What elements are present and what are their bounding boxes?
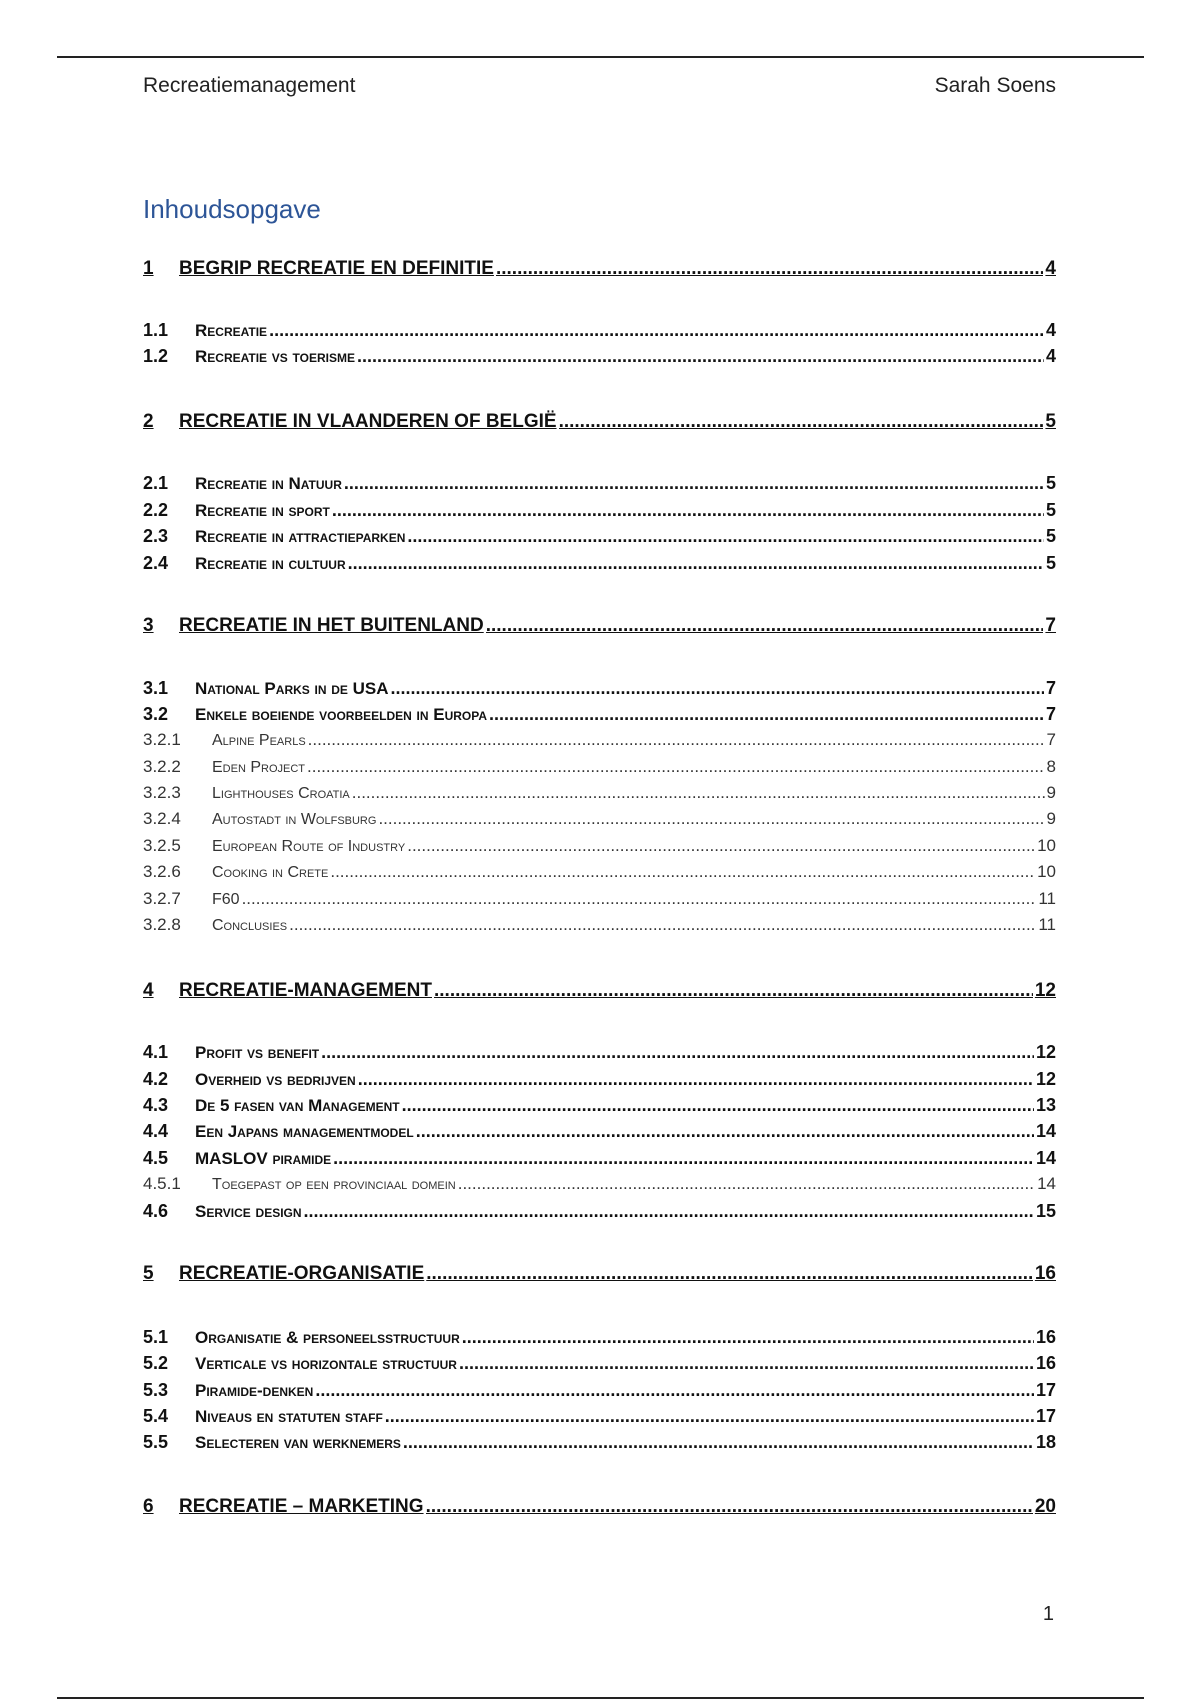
- toc-entry-label: Eden Project: [212, 759, 306, 776]
- toc-entry-page: 17: [1035, 1380, 1056, 1400]
- toc-entry-page: 16: [1035, 1327, 1056, 1347]
- toc-entry-number: 4.1: [143, 1042, 169, 1062]
- toc-dot-leader: [385, 1406, 1034, 1427]
- toc-entry-3[interactable]: [143, 615, 1056, 637]
- toc-entry-label: Recreatie in sport: [195, 501, 330, 520]
- toc-entry-label: Autostadt in Wolfsburg: [212, 811, 377, 828]
- toc-entry-number: 5.5: [143, 1432, 169, 1452]
- toc-entry-label: Lighthouses Croatia: [212, 785, 350, 802]
- toc-entry-label: Piramide-denken: [195, 1381, 314, 1400]
- toc-dot-leader: [416, 1121, 1034, 1142]
- toc-entry-2-2[interactable]: [143, 500, 1056, 521]
- toc-dot-leader: [348, 553, 1044, 574]
- page-number: 1: [1042, 1603, 1054, 1625]
- toc-entry-page: 14: [1035, 1121, 1056, 1141]
- toc-entry-number: 1.2: [143, 346, 169, 366]
- toc-dot-leader: [434, 980, 1033, 1002]
- toc-dot-leader: [358, 1069, 1034, 1090]
- toc-dot-leader: [330, 862, 1035, 882]
- toc-entry-label: Cooking in Crete: [212, 864, 329, 881]
- toc-dot-leader: [402, 1095, 1034, 1116]
- toc-entry-4-2[interactable]: [143, 1069, 1056, 1090]
- toc-entry-number: 2: [143, 411, 154, 432]
- toc-entry-label: Selecteren van werknemers: [195, 1433, 401, 1452]
- toc-entry-2-1[interactable]: [143, 473, 1056, 494]
- toc-entry-2-4[interactable]: [143, 553, 1056, 574]
- toc-entry-page: 14: [1037, 1174, 1056, 1193]
- toc-entry-label: National Parks in de USA: [195, 679, 389, 698]
- toc-entry-5-2[interactable]: [143, 1353, 1056, 1374]
- toc-entry-page: 12: [1035, 1069, 1056, 1089]
- toc-entry-label: Profit vs benefit: [195, 1043, 320, 1062]
- toc-dot-leader: [391, 678, 1044, 699]
- toc-entry-number: 5.3: [143, 1380, 169, 1400]
- toc-dot-leader: [486, 615, 1044, 637]
- toc-entry-number: 2.2: [143, 500, 169, 520]
- toc-entry-page: 5: [1045, 500, 1056, 520]
- toc-entry-page: 7: [1045, 615, 1056, 636]
- toc-entry-page: 14: [1035, 1148, 1056, 1168]
- footer-rule: [57, 1697, 1144, 1699]
- toc-entry-label: Een Japans managementmodel: [195, 1122, 414, 1141]
- toc-dot-leader: [333, 1148, 1034, 1169]
- toc-entry-page: 5: [1045, 411, 1056, 432]
- toc-entry-label: MASLOV piramide: [195, 1149, 332, 1168]
- toc-entry-label: Niveaus en statuten staff: [195, 1407, 383, 1426]
- toc-dot-leader: [315, 1380, 1034, 1401]
- toc-entry-label: RECREATIE-ORGANISATIE: [179, 1263, 425, 1284]
- toc-entry-5-4[interactable]: [143, 1406, 1056, 1427]
- toc-entry-page: 13: [1035, 1095, 1056, 1115]
- toc-dot-leader: [307, 757, 1045, 777]
- toc-entry-number: 6: [143, 1496, 154, 1517]
- toc-dot-leader: [242, 889, 1037, 909]
- toc-dot-leader: [289, 915, 1036, 935]
- toc-dot-leader: [352, 783, 1045, 803]
- toc-entry-1-2[interactable]: [143, 346, 1056, 367]
- toc-entry-page: 10: [1037, 862, 1056, 881]
- toc-entry-label: Overheid vs bedrijven: [195, 1070, 356, 1089]
- toc-entry-page: 15: [1035, 1201, 1056, 1221]
- toc-entry-label: RECREATIE IN HET BUITENLAND: [179, 615, 484, 636]
- toc-entry-number: 3.2.8: [143, 915, 181, 934]
- toc-dot-leader: [407, 836, 1035, 856]
- toc-entry-page: 5: [1045, 473, 1056, 493]
- toc-entry-5[interactable]: [143, 1263, 1056, 1285]
- toc-entry-number: 1.1: [143, 320, 169, 340]
- toc-entry-number: 4: [143, 980, 154, 1001]
- toc-dot-leader: [403, 1432, 1034, 1453]
- table-of-contents: [143, 0, 1056, 1700]
- toc-entry-number: 3.2.5: [143, 836, 181, 855]
- toc-entry-number: 2.3: [143, 526, 169, 546]
- toc-entry-3-2-8[interactable]: [143, 915, 1056, 935]
- toc-dot-leader: [269, 320, 1044, 341]
- toc-entry-3-2-5[interactable]: [143, 836, 1056, 856]
- toc-entry-3-2-4[interactable]: [143, 809, 1056, 829]
- toc-entry-label: F60: [212, 891, 240, 908]
- toc-title: Inhoudsopgave: [143, 194, 321, 224]
- toc-dot-leader: [458, 1174, 1035, 1194]
- toc-dot-leader: [407, 526, 1044, 547]
- toc-dot-leader: [426, 1263, 1033, 1285]
- toc-entry-1[interactable]: [143, 258, 1056, 280]
- toc-entry-3-2-1[interactable]: [143, 730, 1056, 750]
- toc-entry-4[interactable]: [143, 980, 1056, 1002]
- toc-entry-label: Alpine Pearls: [212, 732, 306, 749]
- toc-entry-label: European Route of Industry: [212, 838, 406, 855]
- toc-entry-page: 7: [1045, 678, 1056, 698]
- toc-dot-leader: [344, 473, 1044, 494]
- toc-entry-label: RECREATIE IN VLAANDEREN OF BELGIË: [179, 411, 557, 432]
- toc-entry-number: 2.4: [143, 553, 169, 573]
- toc-entry-page: 17: [1035, 1406, 1056, 1426]
- toc-dot-leader: [489, 704, 1044, 725]
- toc-entry-label: De 5 fasen van Management: [195, 1096, 400, 1115]
- toc-entry-label: RECREATIE-MANAGEMENT: [179, 980, 432, 1001]
- toc-entry-label: Verticale vs horizontale structuur: [195, 1354, 457, 1373]
- toc-entry-4-5[interactable]: [143, 1148, 1056, 1169]
- toc-entry-page: 4: [1045, 346, 1056, 366]
- toc-entry-label: Recreatie in cultuur: [195, 554, 346, 573]
- toc-entry-number: 3.2.3: [143, 783, 181, 802]
- toc-entry-page: 5: [1045, 526, 1056, 546]
- toc-entry-number: 3: [143, 615, 154, 636]
- toc-entry-label: BEGRIP RECREATIE EN DEFINITIE: [179, 258, 494, 279]
- header-course-title: Recreatiemanagement: [143, 74, 356, 97]
- toc-entry-3-2-3[interactable]: [143, 783, 1056, 803]
- toc-entry-page: 10: [1037, 836, 1056, 855]
- toc-entry-5-1[interactable]: [143, 1327, 1056, 1348]
- toc-entry-4-5-1[interactable]: [143, 1174, 1056, 1194]
- toc-dot-leader: [426, 1496, 1033, 1518]
- toc-entry-number: 4.4: [143, 1121, 169, 1141]
- toc-entry-3-2-6[interactable]: [143, 862, 1056, 882]
- toc-dot-leader: [459, 1353, 1034, 1374]
- toc-entry-label: Recreatie: [195, 321, 268, 340]
- toc-dot-leader: [462, 1327, 1034, 1348]
- toc-entry-number: 2.1: [143, 473, 169, 493]
- toc-entry-label: RECREATIE – MARKETING: [179, 1496, 424, 1517]
- toc-entry-page: 4: [1045, 320, 1056, 340]
- toc-entry-number: 3.2.1: [143, 730, 181, 749]
- toc-entry-page: 7: [1046, 730, 1056, 749]
- toc-entry-page: 7: [1045, 704, 1056, 724]
- toc-entry-2[interactable]: [143, 411, 1056, 433]
- toc-entry-page: 8: [1046, 757, 1056, 776]
- toc-entry-label: Recreatie in Natuur: [195, 474, 342, 493]
- toc-entry-3-2-2[interactable]: [143, 757, 1056, 777]
- toc-entry-page: 16: [1035, 1353, 1056, 1373]
- toc-entry-number: 3.2.7: [143, 889, 181, 908]
- toc-entry-page: 20: [1034, 1496, 1056, 1517]
- toc-entry-number: 3.2.4: [143, 809, 181, 828]
- toc-entry-page: 9: [1046, 809, 1056, 828]
- toc-entry-page: 12: [1034, 980, 1056, 1001]
- toc-entry-page: 16: [1034, 1263, 1056, 1284]
- toc-entry-3-2[interactable]: [143, 704, 1056, 725]
- toc-entry-number: 4.5: [143, 1148, 169, 1168]
- toc-dot-leader: [308, 730, 1045, 750]
- toc-entry-4-3[interactable]: [143, 1095, 1056, 1116]
- toc-dot-leader: [559, 411, 1044, 433]
- toc-entry-page: 5: [1045, 553, 1056, 573]
- toc-entry-number: 4.3: [143, 1095, 169, 1115]
- toc-entry-5-3[interactable]: [143, 1380, 1056, 1401]
- toc-entry-page: 11: [1038, 915, 1056, 934]
- toc-dot-leader: [357, 346, 1044, 367]
- toc-entry-label: Toegepast op een provinciaal domein: [212, 1176, 456, 1193]
- toc-entry-label: Enkele boeiende voorbeelden in Europa: [195, 705, 488, 724]
- toc-dot-leader: [496, 258, 1043, 280]
- toc-entry-page: 12: [1035, 1042, 1056, 1062]
- toc-dot-leader: [304, 1201, 1034, 1222]
- toc-entry-number: 3.2.6: [143, 862, 181, 881]
- toc-entry-label: Service design: [195, 1202, 302, 1221]
- toc-entry-number: 4.2: [143, 1069, 169, 1089]
- toc-entry-1-1[interactable]: [143, 320, 1056, 341]
- toc-entry-label: Recreatie vs toerisme: [195, 347, 355, 366]
- toc-entry-number: 5.1: [143, 1327, 169, 1347]
- toc-entry-page: 4: [1045, 258, 1056, 279]
- toc-dot-leader: [321, 1042, 1034, 1063]
- toc-dot-leader: [332, 500, 1044, 521]
- toc-entry-3-1[interactable]: [143, 678, 1056, 699]
- toc-entry-4-6[interactable]: [143, 1201, 1056, 1222]
- toc-entry-number: 5.4: [143, 1406, 169, 1426]
- header-author: Sarah Soens: [934, 74, 1056, 97]
- toc-entry-4-4[interactable]: [143, 1121, 1056, 1142]
- toc-entry-4-1[interactable]: [143, 1042, 1056, 1063]
- toc-entry-number: 1: [143, 258, 154, 279]
- toc-entry-page: 9: [1046, 783, 1056, 802]
- toc-entry-number: 5.2: [143, 1353, 169, 1373]
- toc-entry-number: 4.5.1: [143, 1174, 181, 1193]
- toc-entry-2-3[interactable]: [143, 526, 1056, 547]
- toc-entry-number: 4.6: [143, 1201, 169, 1221]
- toc-entry-6[interactable]: [143, 1496, 1056, 1518]
- toc-entry-number: 3.2.2: [143, 757, 181, 776]
- toc-entry-3-2-7[interactable]: [143, 889, 1056, 909]
- toc-entry-number: 3.2: [143, 704, 169, 724]
- toc-entry-number: 3.1: [143, 678, 169, 698]
- toc-entry-label: Conclusies: [212, 917, 288, 934]
- toc-entry-label: Organisatie & personeelsstructuur: [195, 1328, 460, 1347]
- toc-entry-5-5[interactable]: [143, 1432, 1056, 1453]
- toc-dot-leader: [378, 809, 1044, 829]
- toc-entry-number: 5: [143, 1263, 154, 1284]
- toc-entry-label: Recreatie in attractieparken: [195, 527, 406, 546]
- toc-entry-page: 11: [1038, 889, 1056, 908]
- toc-entry-page: 18: [1035, 1432, 1056, 1452]
